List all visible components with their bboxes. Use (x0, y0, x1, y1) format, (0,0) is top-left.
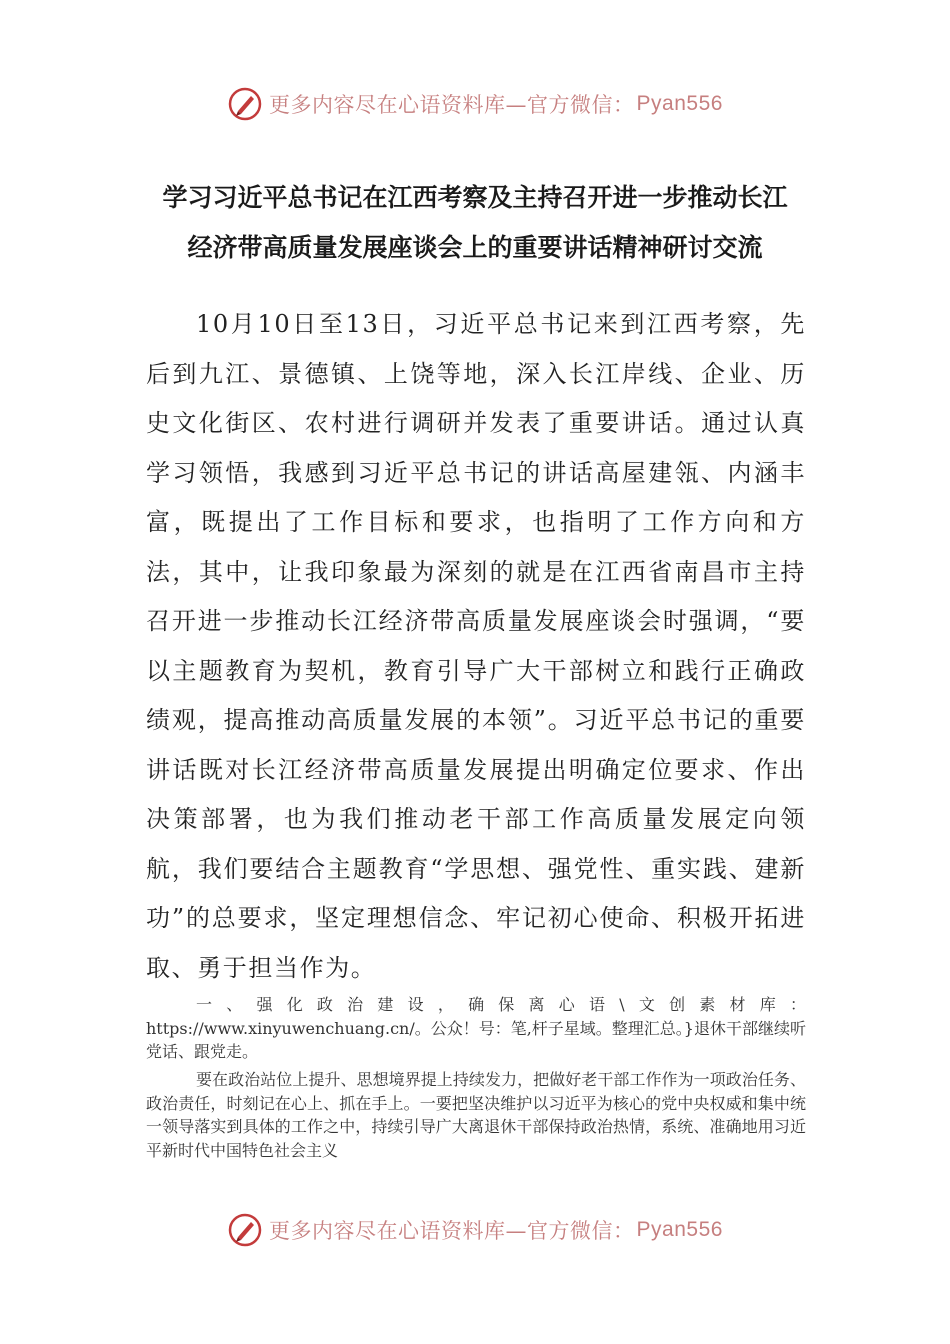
watermark-banner-top (0, 84, 950, 124)
pen-logo-icon (227, 1212, 263, 1248)
pen-logo-icon (227, 86, 263, 122)
wechat-id: Pyan556 (636, 1218, 723, 1241)
section-1-heading: 一、强化政治建设，确保离心语\文创素材库：https://www.xinyuwenchuang.cn/。公众！号：笔,杆子星域。整理汇总。}退休干部继续听党话、跟党走。 (146, 995, 806, 1061)
section-1-body: 要在政治站位上提升、思想境界提上持续发力，把做好老干部工作作为一项政治任务、政治责任，时刻记在心上、抓在手上。一要把坚决维护以习近平为核心的党中央权威和集中统一领导落实到具体的工作之中，持续引导广大离退休干部保持政治热情，系统、准确地用习近平新时代中国特色社会主义 (146, 1070, 806, 1160)
document-title-line-2: 经济带高质量发展座谈会上的重要讲话精神研讨交流 (187, 233, 763, 262)
watermark-banner-bottom (0, 1210, 950, 1250)
wechat-id: Pyan556 (636, 92, 723, 115)
watermark-text: 更多内容尽在心语资料库—官方微信： (269, 1219, 635, 1243)
watermark-text: 更多内容尽在心语资料库—官方微信： (269, 93, 635, 117)
intro-paragraph: 10月10日至13日，习近平总书记来到江西考察，先后到九江、景德镇、上饶等地，深入长江岸线、企业、历史文化街区、农村进行调研并发表了重要讲话。通过认真学习领悟，我感到习近平总书记的讲话高屋建瓴、内涵丰富，既提出了工作目标和要求，也指明了工作方向和方法，其中，让我印象最为深刻的就是在江西省南昌市主持召开进一步推动长江经济带高质量发展座谈会时强调，“要以主题教育为契机，教育引导广大干部树立和践行正确政绩观，提高推动高质量发展的本领”。习近平总书记的重要讲话既对长江经济带高质量发展提出明确定位要求、作出决策部署，也为我们推动老干部工作高质量发展定向领航，我们要结合主题教育“学思想、强党性、重实践、建新功”的总要求，坚定理想信念、牢记初心使命、积极开拓进取、勇于担当作为。 (146, 310, 806, 982)
document-title-line-1: 学习习近平总书记在江西考察及主持召开进一步推动长江 (162, 183, 788, 212)
